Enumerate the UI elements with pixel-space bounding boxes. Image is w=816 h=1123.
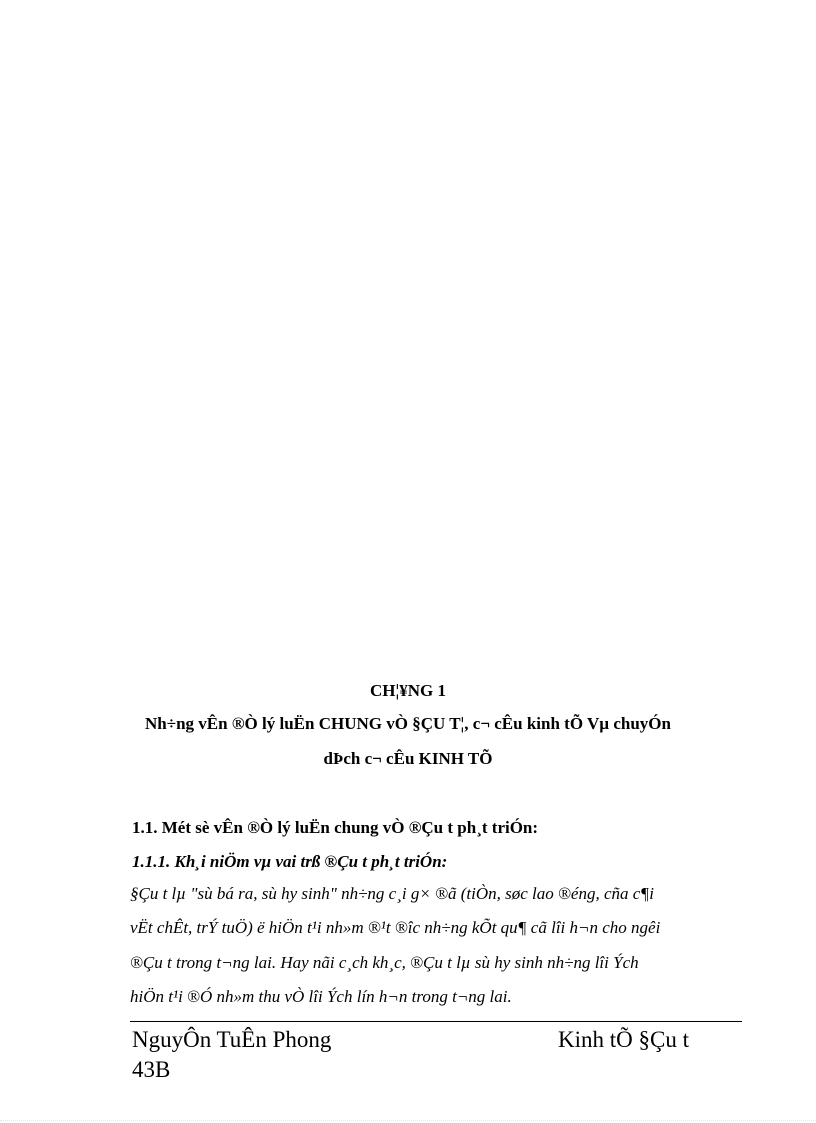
- chapter-subtitle-line-1: Nh÷ng vÊn ®Ò lý luËn CHUNG vÒ §ÇU T¦, c¬ cÊu kinh tÕ Vµ chuyÓn: [145, 714, 671, 733]
- paragraph-line-1: §Çu t lµ "sù bá ra, sù hy sinh" nh÷ng c¸i g× ®ã (tiÒn, søc lao ®éng, cña c¶i: [130, 884, 654, 903]
- section-heading: 1.1. Mét sè vÊn ®Ò lý luËn chung vÒ ®Çu t ph¸t triÓn:: [132, 818, 539, 837]
- footer-class: 43B: [132, 1057, 171, 1082]
- subsection-heading: 1.1.1. Kh¸i niÖm vµ vai trß ®Çu t ph¸t triÓn:: [132, 852, 448, 871]
- paragraph-line-4: hiÖn t¹i ®Ó nh»m thu vÒ lîi Ých lín h¬n trong t¬ng lai.: [130, 987, 512, 1006]
- chapter-subtitle-line-2: dÞch c¬ cÊu KINH TÕ: [323, 749, 493, 768]
- paragraph-line-3: ®Çu t trong t¬ng lai. Hay nãi c¸ch kh¸c, ®Çu t lµ sù hy sinh nh÷ng lîi Ých: [130, 953, 639, 972]
- footer-major: Kinh tÕ §Çu t: [558, 1027, 689, 1052]
- footer-author-block: [132, 1025, 331, 1085]
- footer-divider: [130, 1021, 742, 1022]
- paragraph-line-2: vËt chÊt, trÝ tuÖ) ë hiÖn t¹i nh»m ®¹t ®îc nh÷ng kÕt qu¶ cã lîi h¬n cho ngêi: [130, 918, 661, 937]
- page-bottom-edge: [0, 1120, 816, 1121]
- footer-author: NguyÔn TuÊn Phong: [132, 1027, 332, 1052]
- chapter-title: CH¦¥NG 1: [370, 681, 446, 700]
